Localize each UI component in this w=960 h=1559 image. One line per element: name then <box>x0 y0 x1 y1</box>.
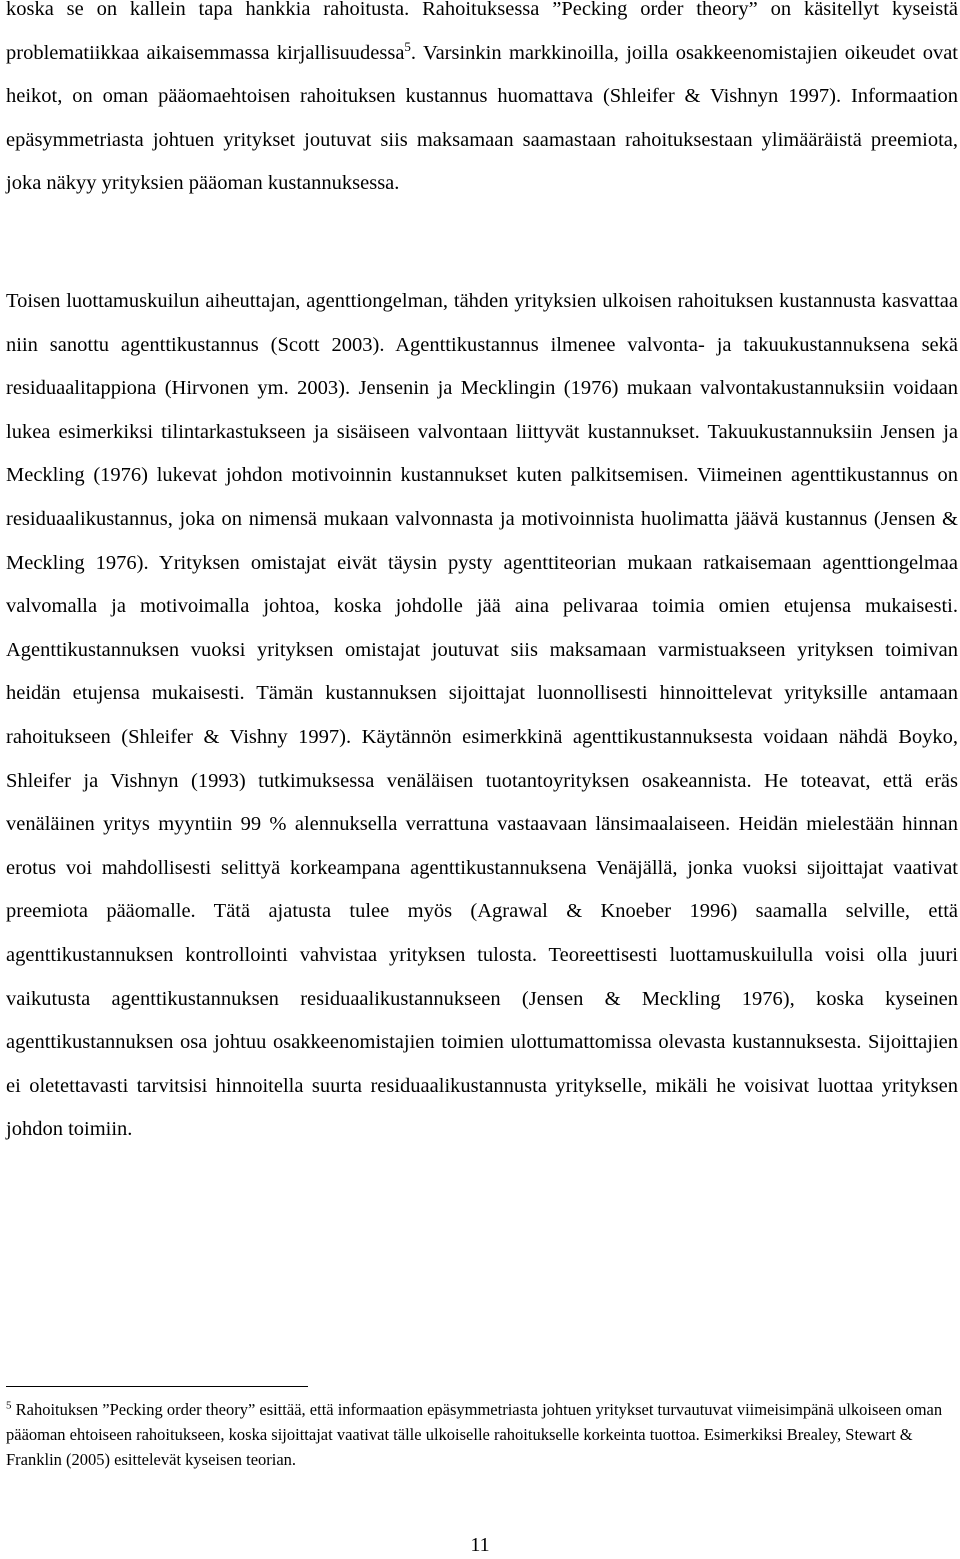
footnote-number: 5 <box>6 1399 12 1412</box>
body-paragraph <box>6 0 958 206</box>
footnote-separator <box>6 1386 308 1387</box>
footnote-text: Rahoituksen ”Pecking order theory” esittää, että informaation epäsymmetriasta johtuen yritykset turvautuvat viimeisimpänä ulkoiseen oman pääoman ehtoiseen rahoitukseen, koska sijoittajat vaativat tälle ulkoiselle rahoitukselle korkeinta tuottoa. Esimerkiksi Brealey, Stewart & Franklin (2005) esittelevät kyseisen teorian. <box>6 1400 943 1469</box>
body-paragraph: Toisen luottamuskuilun aiheuttajan, agenttiongelman, tähden yrityksien ulkoisen rahoituksen kustannusta kasvattaa niin sanottu agenttikustannus (Scott 2003). Agenttikustannus ilmenee valvonta- ja takuukustannuksena sekä residuaalitappiona (Hirvonen ym. 2003). Jensenin ja Mecklingin (1976) mukaan valvontakustannuksiin voidaan lukea esimerkiksi tilintarkastukseen ja sisäiseen valvontaan liittyvät kustannukset. Takuukustannuksiin Jensen ja Meckling (1976) lukevat johdon motivoinnin kustannukset kuten palkitsemisen. Viimeinen agenttikustannus on residuaalikustannus, joka on nimensä mukaan valvonnasta ja motivoinnista huolimatta jäävä kustannus (Jensen & Meckling 1976). Yrityksen omistajat eivät täysin pysty agenttiteorian mukaan ratkaisemaan agenttiongelmaa valvomalla ja motivoimalla johtoa, koska johdolle jää aina pelivaraa toimia omien etujensa mukaisesti. Agenttikustannuksen vuoksi yrityksen omistajat joutuvat siis maksamaan varmistuakseen yrityksen toimivan heidän etujensa mukaisesti. Tämän kustannuksen sijoittajat luonnollisesti hinnoittelevat yrityksille antamaan rahoitukseen (Shleifer & Vishny 1997). Käytännön esimerkkinä agenttikustannuksesta voidaan nähdä Boyko, Shleifer ja Vishnyn (1993) tutkimuksessa venäläisen tuotantoyrityksen osakeannista. He toteavat, että eräs venäläinen yritys myyntiin 99 % alennuksella verrattuna vastaavaan länsimaalaiseen. Heidän mielestään hinnan erotus voi mahdollisesti selittyä korkeampana agenttikustannuksena Venäjällä, jonka vuoksi sijoittajat vaativat preemiota pääomalle. Tätä ajatusta tulee myös (Agrawal & Knoeber 1996) saamalla selville, että agenttikustannuksen kontrollointi vahvistaa yrityksen tulosta. Teoreettisesti luottamuskuilulla voisi olla juuri vaikutusta agenttikustannuksen residuaalikustannukseen (Jensen & Meckling 1976), koska kyseinen agenttikustannuksen osa johtuu osakkeenomistajien toimien ulottumattomissa olevasta kustannuksesta. Sijoittajien ei oletettavasti tarvitsisi hinnoitella suurta residuaalikustannusta yritykselle, mikäli he voisivat luottaa yrityksen johdon toimiin. <box>6 290 958 1141</box>
page-number: 11 <box>470 1534 490 1556</box>
footnote <box>6 1397 946 1472</box>
footnote-reference[interactable]: 5 <box>404 38 411 54</box>
paragraph-text: koska se on kallein tapa hankkia rahoitusta. Rahoituksessa ”Pecking order theory” on käsitellyt kyseistä problematiikkaa aikaisemmassa kirjallisuudessa <box>6 0 958 64</box>
paragraph-text: . Varsinkin markkinoilla, joilla osakkeenomistajien oikeudet ovat heikot, on oman pääomaehtoisen rahoituksen kustannus huomattava (Shleifer & Vishnyn 1997). Informaation epäsymmetriasta johtuen yritykset joutuvat siis maksamaan saamastaan rahoituksestaan ylimääräistä preemiota, joka näkyy yrityksien pääoman kustannuksessa. <box>6 41 958 195</box>
